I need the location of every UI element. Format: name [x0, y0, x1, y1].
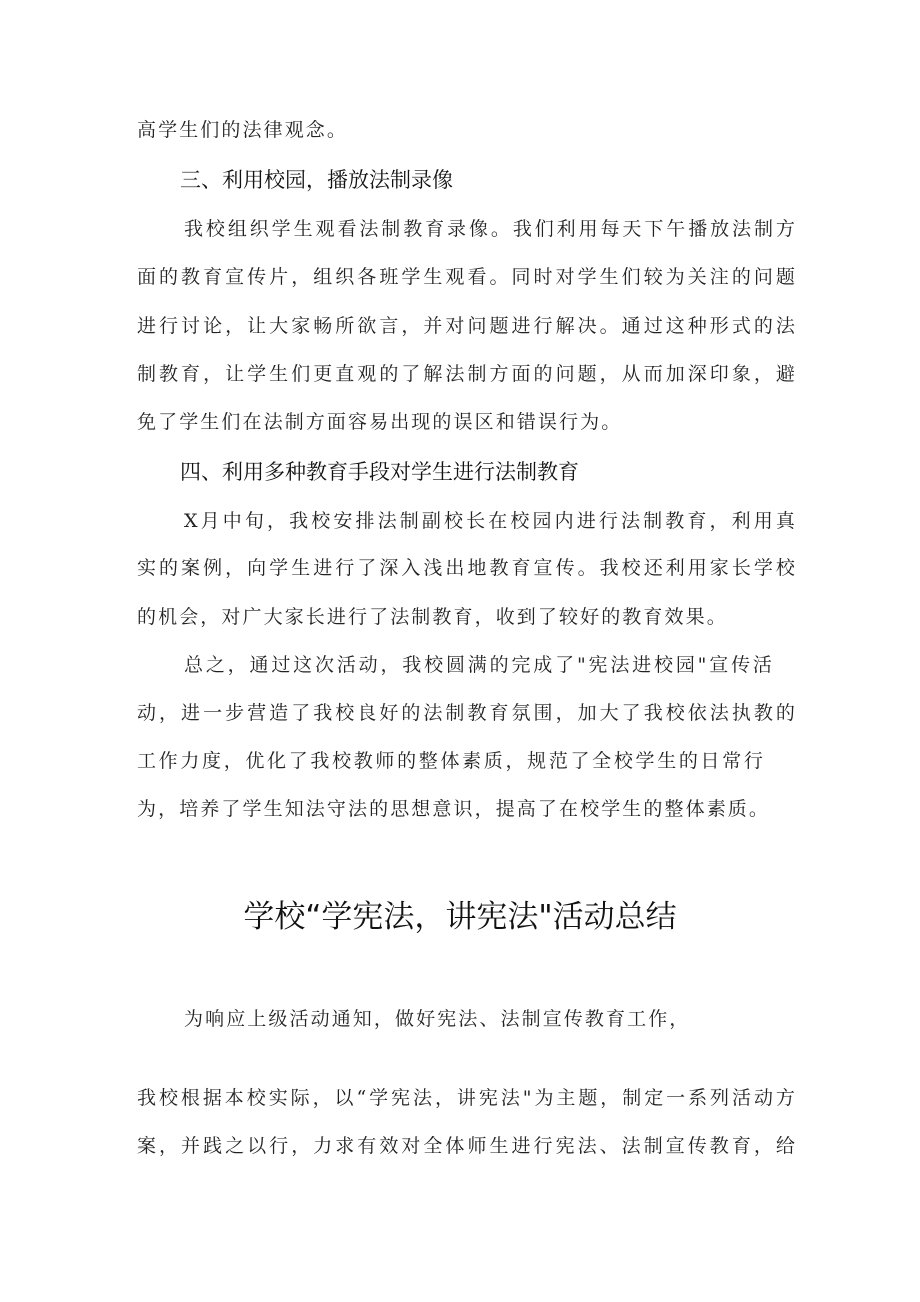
section-4-heading: 四、利用多种教育手段对学生进行法制教育 [180, 460, 579, 484]
section-4-line-1: X月中旬，我校安排法制副校长在校园内进行法制教育，利用真 [184, 510, 797, 532]
summary-line-3: 工作力度，优化了我校教师的整体素质，规范了全校学生的日常行 [137, 750, 765, 772]
section-4-line-2: 实的案例，向学生进行了深入浅出地教育宣传。我校还利用家长学校 [137, 557, 797, 579]
section-3-line-1: 我校组织学生观看法制教育录像。我们利用每天下午播放法制方 [184, 218, 797, 240]
section-4-line-3: 的机会，对广大家长进行了法制教育，收到了较好的教育效果。 [137, 606, 728, 628]
opening-line-3: 案，并践之以行，力求有效对全体师生进行宪法、法制宣传教育，给 [137, 1135, 797, 1157]
opening-line-2: 我校根据本校实际，以“学宪法，讲宪法"为主题，制定一系列活动方 [137, 1087, 797, 1109]
page-title: 学校“学宪法，讲宪法"活动总结 [243, 899, 677, 935]
section-3-line-4: 制教育，让学生们更直观的了解法制方面的问题，从而加深印象，避 [137, 363, 797, 385]
summary-line-2: 动，进一步营造了我校良好的法制教育氛围，加大了我校依法执教的 [137, 702, 797, 724]
section-3-line-5: 免了学生们在法制方面容易出现的误区和错误行为。 [137, 411, 623, 433]
section-3-line-3: 进行讨论，让大家畅所欲言，并对问题进行解决。通过这种形式的法 [137, 315, 797, 337]
intro-tail-line: 高学生们的法律观念。 [137, 119, 349, 141]
summary-line-1: 总之，通过这次活动，我校圆满的完成了"宪法进校园"宣传活 [184, 654, 774, 676]
summary-line-4: 为，培养了学生知法守法的思想意识，提高了在校学生的整体素质。 [137, 798, 771, 820]
section-3-line-2: 面的教育宣传片，组织各班学生观看。同时对学生们较为关注的问题 [137, 266, 797, 288]
section-3-heading: 三、利用校园，播放法制录像 [180, 168, 453, 192]
opening-line-1: 为响应上级活动通知，做好宪法、法制宣传教育工作， [184, 1008, 691, 1030]
